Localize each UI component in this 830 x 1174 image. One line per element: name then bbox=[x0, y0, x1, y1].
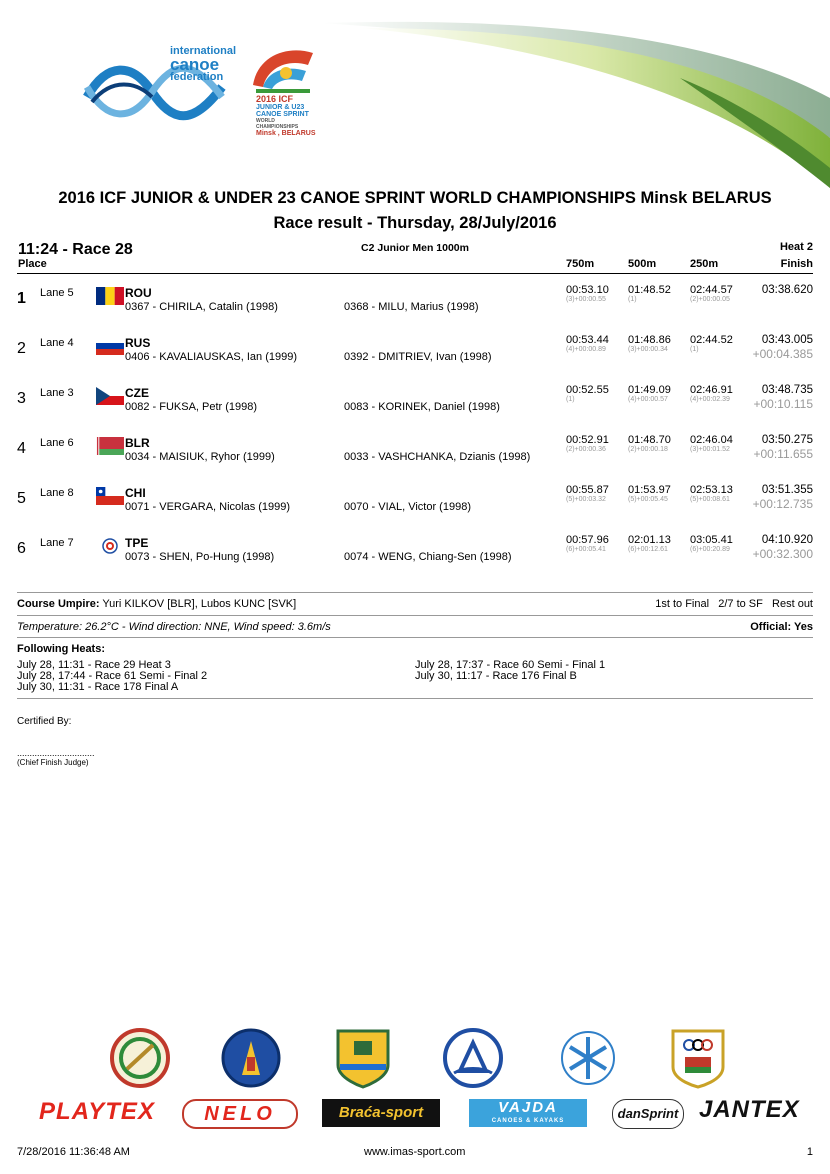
officials-divider bbox=[17, 592, 813, 593]
split-250-rank: (6)+00:20.89 bbox=[690, 546, 730, 553]
following-heat: July 28, 17:37 - Race 60 Semi - Final 1 bbox=[415, 659, 606, 671]
crew-member-2: 0083 - KORINEK, Daniel (1998) bbox=[344, 401, 500, 413]
event-name: C2 Junior Men 1000m bbox=[361, 242, 469, 254]
split-500-rank: (4)+00:00.57 bbox=[628, 396, 668, 403]
umpire-value: Yuri KILKOV [BLR], Lubos KUNC [SVK] bbox=[102, 598, 297, 610]
following-divider bbox=[17, 637, 813, 638]
split-500: 01:48.70 bbox=[628, 434, 671, 446]
regional-crest-icon bbox=[332, 1027, 394, 1089]
split-750-rank: (2)+00:00.36 bbox=[566, 446, 606, 453]
split-500-rank: (2)+00:00.18 bbox=[628, 446, 668, 453]
canoe-federation-crest-icon bbox=[442, 1027, 504, 1089]
sponsor-vajda bbox=[469, 1099, 587, 1127]
split-750-rank: (6)+00:05.41 bbox=[566, 546, 606, 553]
crew-member-1: 0367 - CHIRILA, Catalin (1998) bbox=[125, 301, 278, 313]
place: 5 bbox=[17, 490, 26, 507]
split-250: 02:44.52 bbox=[690, 334, 733, 346]
crew-member-2: 0392 - DMITRIEV, Ivan (1998) bbox=[344, 351, 492, 363]
following-heat: July 28, 17:44 - Race 61 Semi - Final 2 bbox=[17, 670, 208, 682]
chi-flag-icon bbox=[96, 487, 124, 505]
rou-flag-icon bbox=[96, 287, 124, 305]
split-750: 00:52.91 bbox=[566, 434, 609, 446]
split-250: 02:53.13 bbox=[690, 484, 733, 496]
federation-crest-icon bbox=[109, 1027, 171, 1089]
split-750: 00:53.44 bbox=[566, 334, 609, 346]
col-250-header: 250m bbox=[690, 258, 719, 270]
vajda-name: VAJDA bbox=[498, 1099, 558, 1116]
ministry-snowflake-icon bbox=[557, 1027, 619, 1089]
split-750: 00:53.10 bbox=[566, 284, 609, 296]
split-750-rank: (5)+00:03.32 bbox=[566, 496, 606, 503]
split-500: 01:48.52 bbox=[628, 284, 671, 296]
finish-gap: +00:11.655 bbox=[753, 447, 813, 461]
place-column-header: Place bbox=[18, 258, 47, 270]
col-500-header: 500m bbox=[628, 258, 657, 270]
split-250-rank: (5)+00:08.61 bbox=[690, 496, 730, 503]
wc-logo-line5: Minsk , BELARUS bbox=[256, 130, 316, 137]
split-250: 03:05.41 bbox=[690, 534, 733, 546]
tpe-flag-icon bbox=[96, 537, 124, 555]
place: 6 bbox=[17, 540, 26, 557]
race-time-number: 11:24 - Race 28 bbox=[18, 241, 133, 258]
header-divider bbox=[17, 273, 813, 274]
split-500-rank: (6)+00:12.61 bbox=[628, 546, 668, 553]
following-heats-left bbox=[17, 660, 207, 693]
split-750: 00:52.55 bbox=[566, 384, 609, 396]
crew-member-2: 0033 - VASHCHANKA, Dzianis (1998) bbox=[344, 451, 531, 463]
sponsors-banner bbox=[17, 1005, 813, 1140]
finish-time: 03:51.355 bbox=[761, 484, 813, 496]
cze-flag-icon bbox=[96, 387, 124, 405]
heat-label: Heat 2 bbox=[779, 241, 813, 253]
crew-member-1: 0406 - KAVALIAUSKAS, Ian (1999) bbox=[125, 351, 298, 363]
blr-flag-icon bbox=[96, 437, 124, 455]
crew-member-1: 0034 - MAISIUK, Ryhor (1999) bbox=[125, 451, 275, 463]
place: 1 bbox=[17, 290, 26, 307]
certify-divider bbox=[17, 698, 813, 699]
following-heat: July 28, 11:31 - Race 29 Heat 3 bbox=[17, 659, 171, 671]
split-250-rank: (3)+00:01.52 bbox=[690, 446, 730, 453]
document-subtitle: Race result - Thursday, 28/July/2016 bbox=[273, 214, 557, 232]
place: 2 bbox=[17, 340, 26, 357]
finish-time: 04:10.920 bbox=[761, 534, 813, 546]
split-250-rank: (2)+00:00.05 bbox=[690, 296, 730, 303]
website-link[interactable]: www.imas-sport.com bbox=[364, 1146, 466, 1158]
finish-time: 03:38.620 bbox=[761, 284, 813, 296]
following-heat: July 30, 11:31 - Race 178 Final A bbox=[17, 681, 179, 693]
wc-logo-line2: JUNIOR & U23 bbox=[256, 104, 305, 111]
vajda-sublabel: CANOES & KAYAKS bbox=[491, 1118, 565, 1124]
progression-rules: 1st to Final 2/7 to SF Rest out bbox=[655, 598, 813, 610]
result-row bbox=[0, 284, 830, 334]
finish-gap: +00:04.385 bbox=[752, 347, 813, 361]
official-status: Official: Yes bbox=[750, 621, 813, 633]
result-row bbox=[0, 334, 830, 384]
sponsor-playtex: PLAYTEX bbox=[39, 1098, 155, 1125]
lane: Lane 3 bbox=[40, 387, 74, 399]
crew-member-1: 0071 - VERGARA, Nicolas (1999) bbox=[125, 501, 291, 513]
split-250: 02:44.57 bbox=[690, 284, 733, 296]
split-250: 02:46.04 bbox=[690, 434, 733, 446]
result-row bbox=[0, 534, 830, 584]
split-500-rank: (5)+00:05.45 bbox=[628, 496, 668, 503]
icf-logo-line3: federation bbox=[170, 71, 224, 83]
crew-member-2: 0074 - WENG, Chiang-Sen (1998) bbox=[344, 551, 512, 563]
split-500-rank: (1) bbox=[628, 296, 637, 303]
icf-logo bbox=[82, 42, 237, 132]
crew-member-1: 0082 - FUKSA, Petr (1998) bbox=[125, 401, 258, 413]
course-umpire bbox=[17, 598, 296, 610]
wc-logo-line3: CANOE SPRINT bbox=[256, 111, 309, 118]
split-750: 00:55.87 bbox=[566, 484, 609, 496]
split-500: 01:49.09 bbox=[628, 384, 671, 396]
sponsor-dansprint: danSprint bbox=[612, 1099, 684, 1129]
finish-time: 03:48.735 bbox=[761, 384, 813, 396]
sponsor-nelo: NELO bbox=[182, 1099, 298, 1129]
print-timestamp: 7/28/2016 11:36:48 AM bbox=[17, 1146, 130, 1158]
crew-member-2: 0368 - MILU, Marius (1998) bbox=[344, 301, 479, 313]
result-row bbox=[0, 484, 830, 534]
umpire-label: Course Umpire: bbox=[17, 598, 100, 610]
finish-time: 03:50.275 bbox=[761, 434, 813, 446]
lane: Lane 8 bbox=[40, 487, 74, 499]
header-swoosh-graphic bbox=[300, 18, 830, 188]
col-750-header: 750m bbox=[566, 258, 595, 270]
lane: Lane 6 bbox=[40, 437, 74, 449]
split-250-rank: (1) bbox=[690, 346, 699, 353]
signature-line: ............................... bbox=[17, 748, 95, 758]
split-750-rank: (1) bbox=[566, 396, 575, 403]
conditions-divider bbox=[17, 615, 813, 616]
nation-code: TPE bbox=[125, 536, 149, 550]
page-number: 1 bbox=[806, 1146, 813, 1158]
crew-member-2: 0070 - VIAL, Victor (1998) bbox=[344, 501, 471, 513]
split-500: 01:53.97 bbox=[628, 484, 671, 496]
crew-member-1: 0073 - SHEN, Po-Hung (1998) bbox=[125, 551, 275, 563]
city-crest-icon bbox=[220, 1027, 282, 1089]
certified-by-label: Certified By: bbox=[17, 716, 72, 727]
finish-gap: +00:32.300 bbox=[752, 547, 813, 561]
split-250-rank: (4)+00:02.39 bbox=[690, 396, 730, 403]
nation-code: RUS bbox=[125, 336, 151, 350]
nation-code: CHI bbox=[125, 486, 146, 500]
lane: Lane 5 bbox=[40, 287, 74, 299]
following-heats-right bbox=[415, 660, 605, 682]
lane: Lane 4 bbox=[40, 337, 74, 349]
nation-code: BLR bbox=[125, 436, 150, 450]
wc-logo-line1: 2016 ICF bbox=[256, 94, 294, 104]
olympic-committee-crest-icon bbox=[667, 1027, 729, 1089]
icf-logo-line2: canoe bbox=[170, 55, 220, 74]
finish-time: 03:43.005 bbox=[761, 334, 813, 346]
weather-conditions: Temperature: 26.2°C - Wind direction: NNE, Wind speed: 3.6m/s bbox=[17, 621, 331, 633]
following-heat: July 30, 11:17 - Race 176 Final B bbox=[415, 670, 577, 682]
split-500: 01:48.86 bbox=[628, 334, 671, 346]
document-title: 2016 ICF JUNIOR & UNDER 23 CANOE SPRINT WORLD CHAMPIONSHIPS Minsk BELARUS bbox=[58, 189, 772, 207]
following-heats-label: Following Heats: bbox=[17, 643, 105, 655]
sponsor-jantex: JANTEX bbox=[699, 1096, 800, 1123]
chief-judge-label: (Chief Finish Judge) bbox=[17, 758, 89, 767]
rus-flag-icon bbox=[96, 337, 124, 355]
sponsor-braca-sport: Braća-sport bbox=[322, 1099, 440, 1127]
split-500-rank: (3)+00:00.34 bbox=[628, 346, 668, 353]
lane: Lane 7 bbox=[40, 537, 74, 549]
finish-gap: +00:10.115 bbox=[753, 397, 813, 411]
finish-gap: +00:12.735 bbox=[752, 497, 813, 511]
wc-logo-line4: WORLD CHAMPIONSHIPS bbox=[256, 118, 299, 130]
split-750: 00:57.96 bbox=[566, 534, 609, 546]
split-750-rank: (4)+00:00.89 bbox=[566, 346, 606, 353]
split-500: 02:01.13 bbox=[628, 534, 671, 546]
split-750-rank: (3)+00:00.55 bbox=[566, 296, 606, 303]
col-finish-header: Finish bbox=[780, 258, 813, 270]
place: 3 bbox=[17, 390, 26, 407]
nation-code: CZE bbox=[125, 386, 149, 400]
place: 4 bbox=[17, 440, 26, 457]
split-250: 02:46.91 bbox=[690, 384, 733, 396]
result-row bbox=[0, 434, 830, 484]
nation-code: ROU bbox=[125, 286, 152, 300]
result-row bbox=[0, 384, 830, 434]
icf-logo-line1: international bbox=[170, 45, 237, 57]
